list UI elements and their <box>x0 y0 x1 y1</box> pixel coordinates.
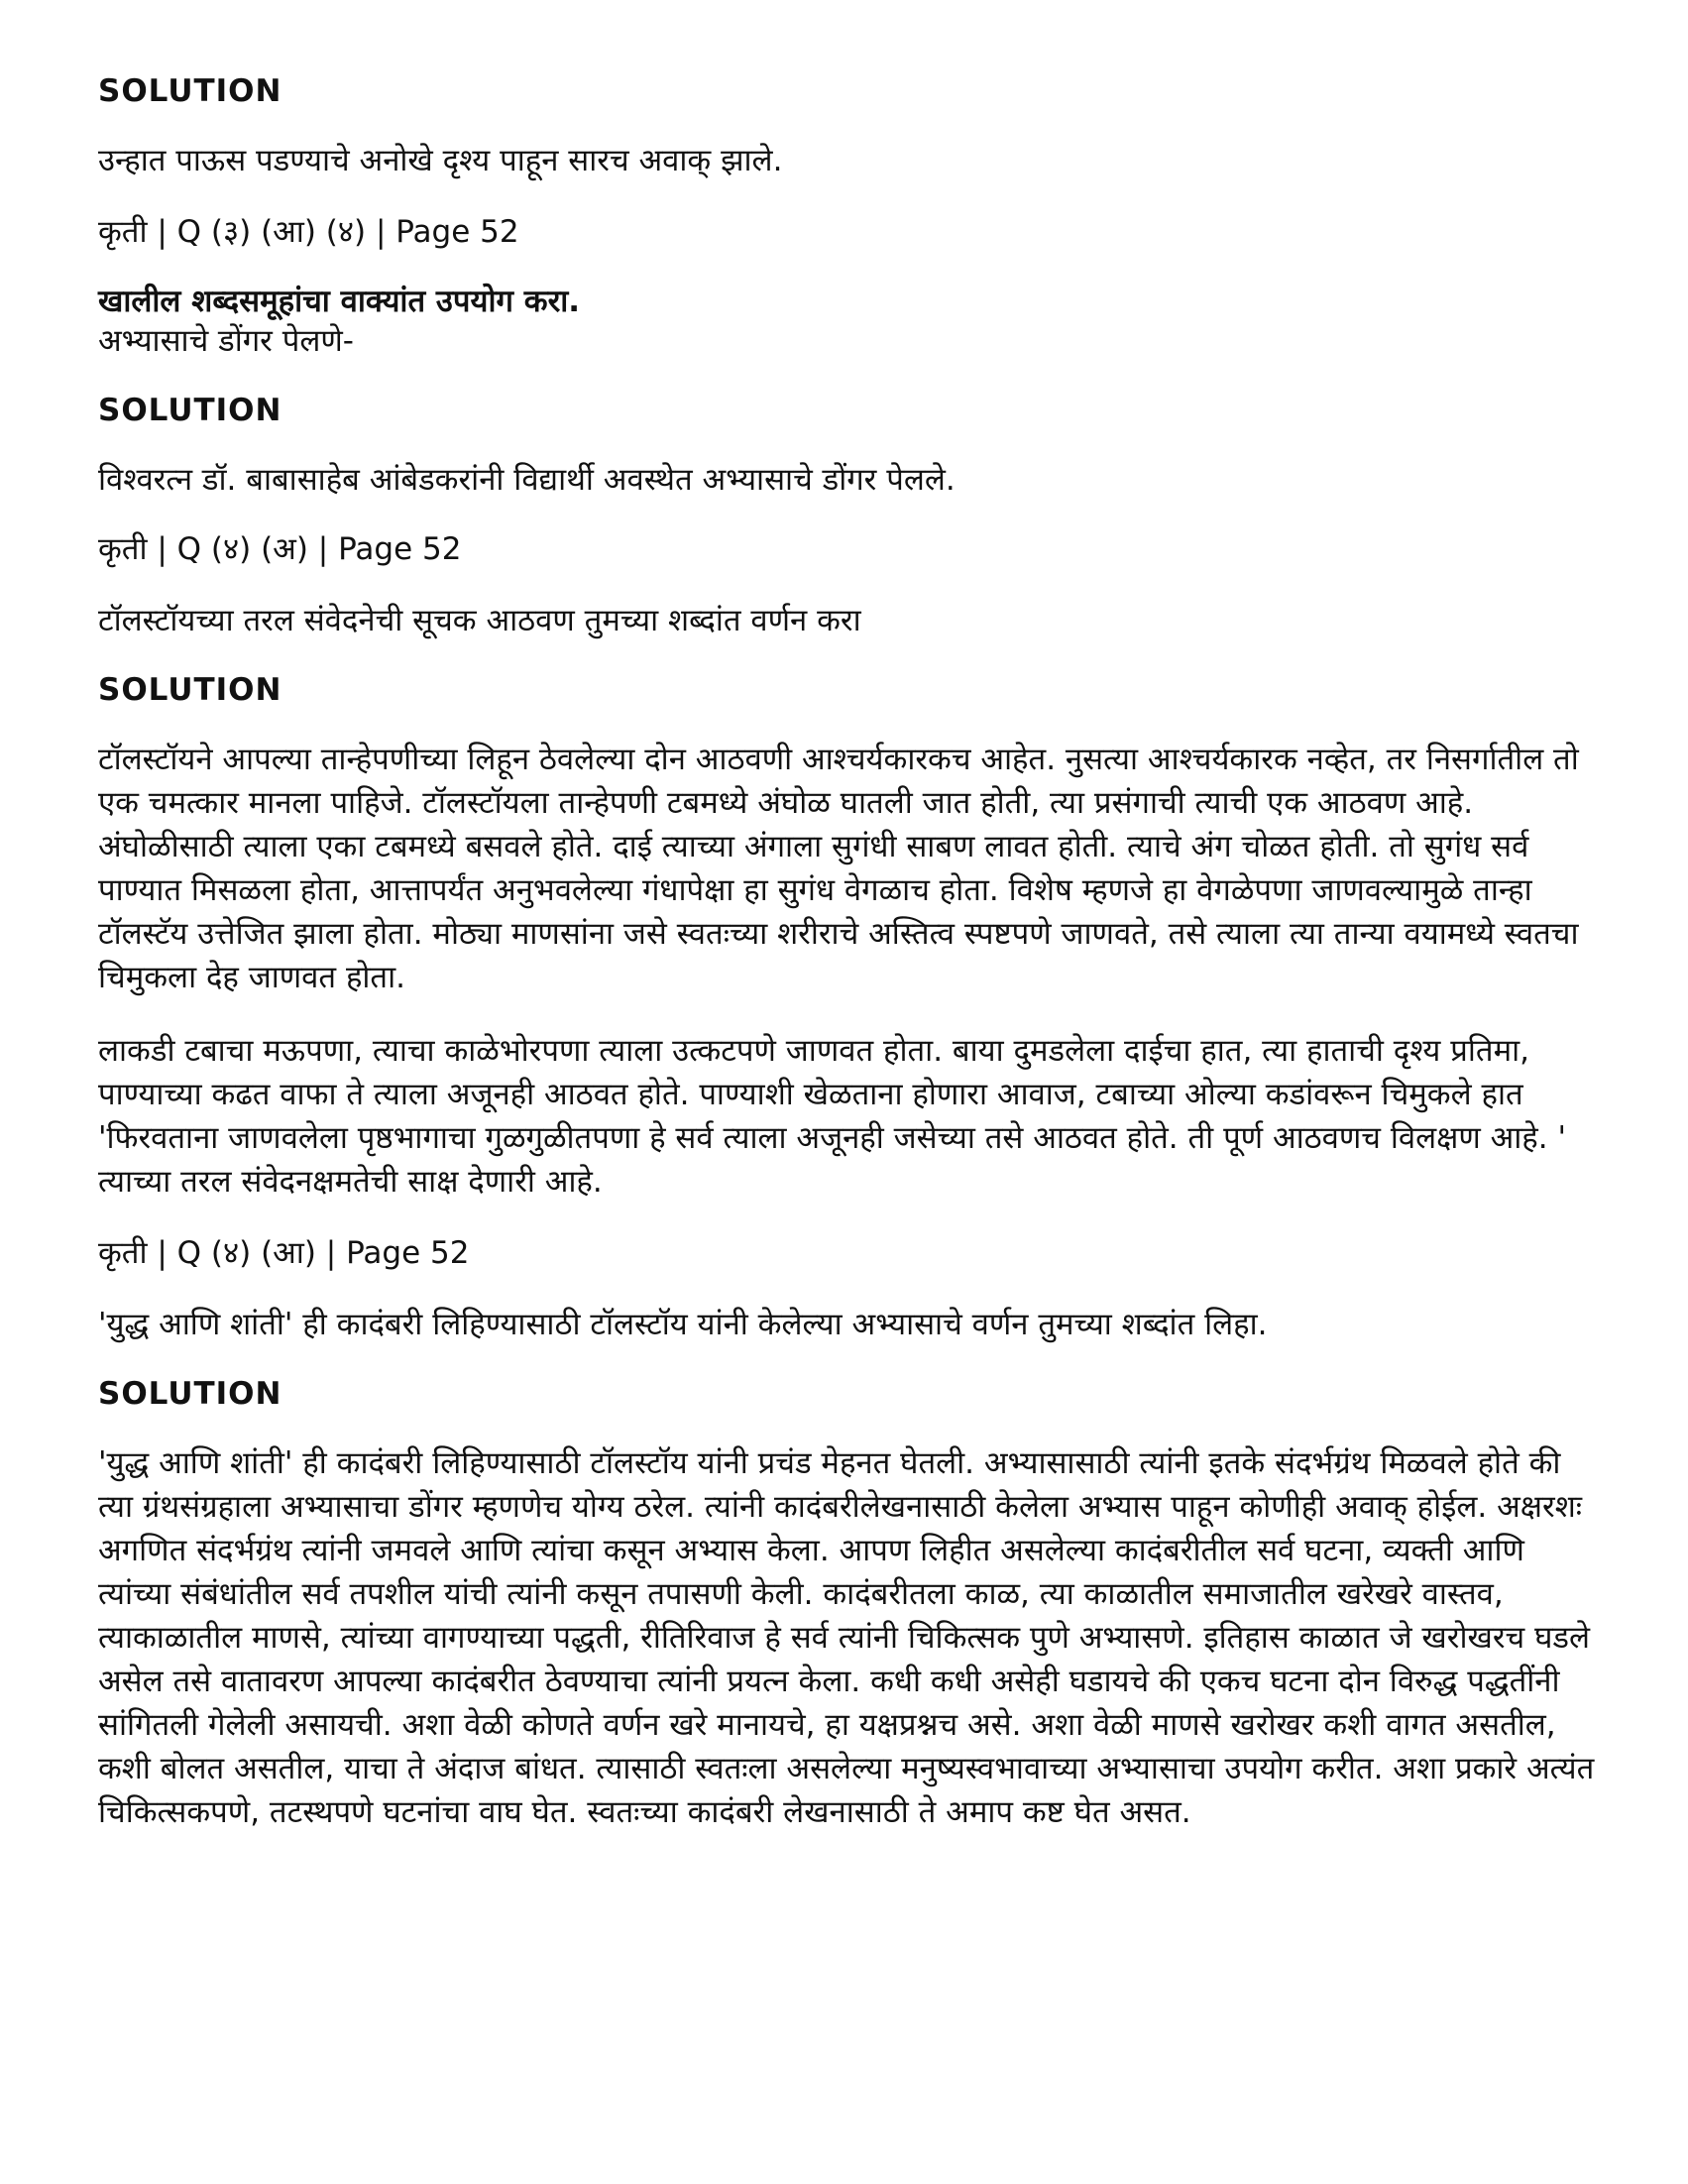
solution-text-2: विश्वरत्न डॉ. बाबासाहेब आंबेडकरांनी विद्यार्थी अवस्थेत अभ्यासाचे डोंगर पेलले. <box>98 462 956 498</box>
question-text-1: अभ्यासाचे डोंगर पेलणे- <box>98 323 354 359</box>
solution-heading-3: SOLUTION <box>98 672 282 708</box>
solution-heading-1: SOLUTION <box>98 73 282 109</box>
solution-heading-2: SOLUTION <box>98 393 282 428</box>
question-block-1 <box>98 282 1605 361</box>
solution-text-1: उन्हात पाऊस पडण्याचे अनोखे दृश्य पाहून सारच अवाक् झाले. <box>98 143 783 178</box>
question-reference-1: कृती | Q (३) (आ) (४) | Page 52 <box>98 214 519 250</box>
solution-text-4: 'युद्ध आणि शांती' ही कादंबरी लिहिण्यासाठी टॉलस्टॉय यांनी प्रचंड मेहनत घेतली. अभ्यासासाठी त्यांनी इतके संदर्भग्रंथ मिळवले होते की त्या ग्रंथसंग्रहाला अभ्यासाचा डोंगर म्हणणेच योग्य ठरेल. त्यांनी कादंबरीलेखनासाठी केलेला अभ्यास पाहून कोणीही अवाक् होईल. अक्षरशः अगणित संदर्भग्रंथ त्यांनी जमवले आणि त्यांचा कसून अभ्यास केला. आपण लिहीत असलेल्या कादंबरीतील सर्व घटना, व्यक्ती आणि त्यांच्या संबंधांतील सर्व तपशील यांची त्यांनी कसून तपासणी केली. कादंबरीतला काळ, त्या काळातील समाजातील खरेखरे वास्तव, त्याकाळातील माणसे, त्यांच्या वागण्याच्या पद्धती, रीतिरिवाज हे सर्व त्यांनी चिकित्सक पुणे अभ्यासणे. इतिहास काळात जे खरोखरच घडले असेल तसे वातावरण आपल्या कादंबरीत ठेवण्याचा त्यांनी प्रयत्न केला. कधी कधी असेही घडायचे की एकच घटना दोन विरुद्ध पद्धतींनी सांगितली गेलेली असायची. अशा वेळी कोणते वर्णन खरे मानायचे, हा यक्षप्रश्नच असे. अशा वेळी माणसे खरोखर कशी वागत असतील, कशी बोलत असतील, याचा ते अंदाज बांधत. त्यासाठी स्वतःला असलेल्या मनुष्यस्वभावाच्या अभ्यासाचा उपयोग करीत. अशा प्रकारे अत्यंत चिकित्सकपणे, तटस्थपणे घटनांचा वाघ घेत. स्वतःच्या कादंबरी लेखनासाठी ते अमाप कष्ट घेत असत. <box>98 1445 1595 1830</box>
question-instruction: खालील शब्दसमूहांचा वाक्यांत उपयोग करा. <box>98 284 581 319</box>
solution-text-3a: टॉलस्टॉयने आपल्या तान्हेपणीच्या लिहून ठेवलेल्या दोन आठवणी आश्चर्यकारकच आहेत. नुसत्या आश्चर्यकारक नव्हेत, तर निसर्गातील तो एक चमत्कार मानला पाहिजे. टॉलस्टॉयला तान्हेपणी टबमध्ये अंघोळ घातली जात होती, त्या प्रसंगाची त्याची एक आठवण आहे. अंघोळीसाठी त्याला एका टबमध्ये बसवले होते. दाई त्याच्या अंगाला सुगंधी साबण लावत होती. त्याचे अंग चोळत होती. तो सुगंध सर्व पाण्यात मिसळला होता, आत्तापर्यंत अनुभवलेल्या गंधापेक्षा हा सुगंध वेगळाच होता. विशेष म्हणजे हा वेगळेपणा जाणवल्यामुळे तान्हा टॉलस्टॅय उत्तेजित झाला होता. मोठ्या माणसांना जसे स्वतःच्या शरीराचे अस्तित्व स्पष्टपणे जाणवते, तसे त्याला त्या तान्या वयामध्ये स्वतचा चिमुकला देह जाणवत होता. <box>98 742 1579 995</box>
question-reference-2: कृती | Q (४) (अ) | Page 52 <box>98 531 462 567</box>
solution-text-3b: लाकडी टबाचा मऊपणा, त्याचा काळेभोरपणा त्याला उत्कटपणे जाणवत होता. बाया दुमडलेला दाईचा हात, त्या हाताची दृश्य प्रतिमा, पाण्याच्या कढत वाफा ते त्याला अजूनही आठवत होते. पाण्याशी खेळताना होणारा आवाज, टबाच्या ओल्या कडांवरून चिमुकले हात 'फिरवताना जाणवलेला पृष्ठभागाचा गुळगुळीतपणा हे सर्व त्याला अजूनही जसेच्या तसे आठवत होते. ती पूर्ण आठवणच विलक्षण आहे. ' त्याच्या तरल संवेदनक्षमतेची साक्ष देणारी आहे. <box>98 1033 1566 1200</box>
solution-heading-4: SOLUTION <box>98 1376 282 1412</box>
question-text-2: टॉलस्टॉयच्या तरल संवेदनेची सूचक आठवण तुमच्या शब्दांत वर्णन करा <box>98 603 861 638</box>
question-text-3: 'युद्ध आणि शांती' ही कादंबरी लिहिण्यासाठी टॉलस्टॉय यांनी केलेल्या अभ्यासाचे वर्णन तुमच्या शब्दांत लिहा. <box>98 1307 1268 1342</box>
question-reference-3: कृती | Q (४) (आ) | Page 52 <box>98 1235 470 1271</box>
document-page <box>98 69 1605 1834</box>
